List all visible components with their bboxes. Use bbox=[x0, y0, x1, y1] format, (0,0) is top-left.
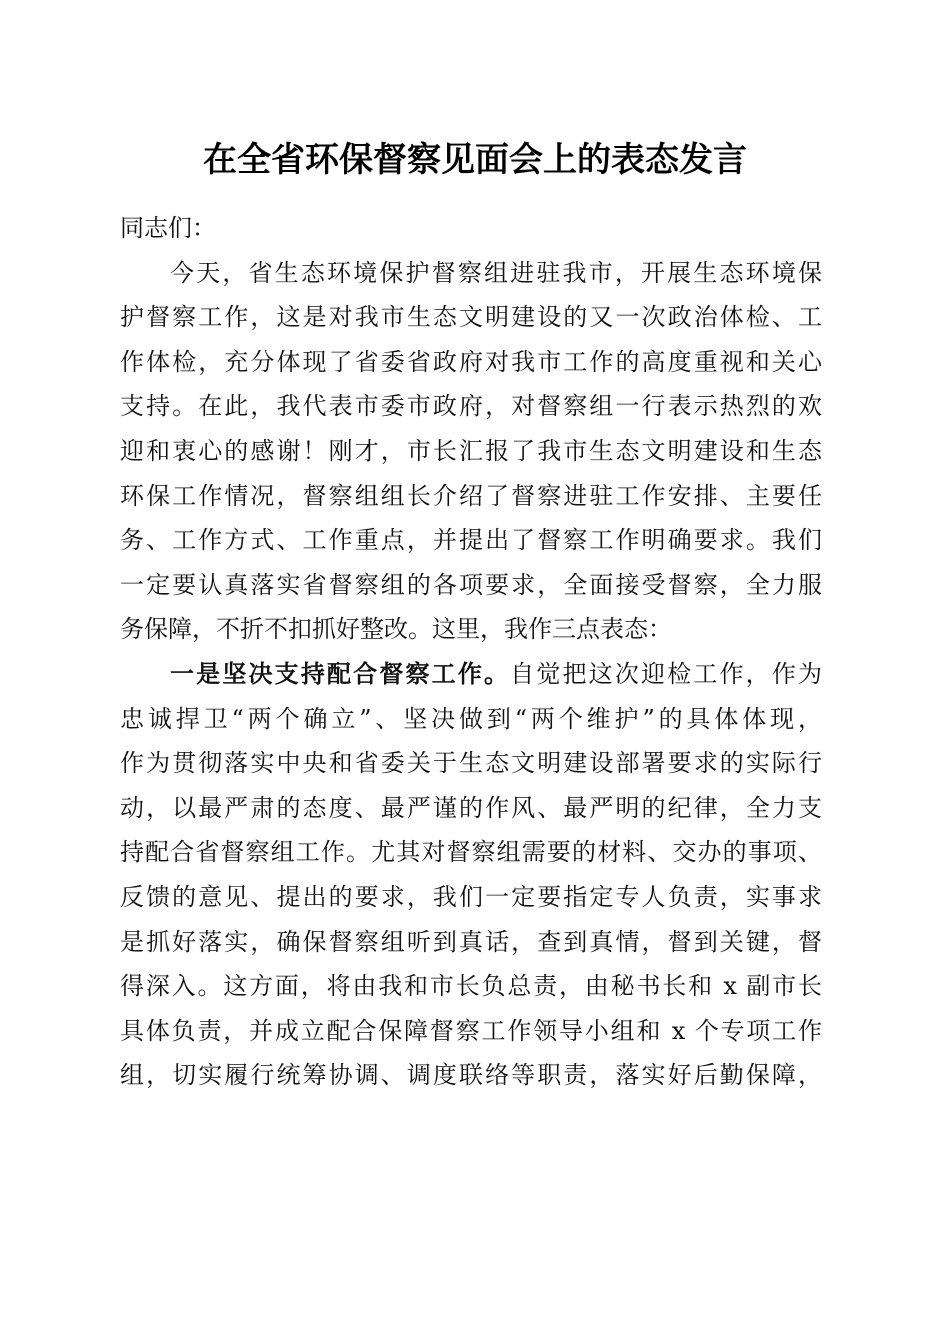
paragraph-line: 反馈的意见、提出的要求，我们一定要指定专人负责，实事求 bbox=[120, 882, 822, 911]
paragraph-line: 环保工作情况，督察组组长介绍了督察进驻工作安排、主要任 bbox=[120, 481, 822, 510]
paragraph-line: 具体负责，并成立配合保障督察工作领导小组和 x 个专项工作 bbox=[120, 1016, 822, 1045]
paragraph-line: 作体检，充分体现了省委省政府对我市工作的高度重视和关心 bbox=[120, 347, 822, 376]
document-title: 在全省环保督察见面会上的表态发言 bbox=[203, 140, 747, 180]
paragraph-line: 护督察工作，这是对我市生态文明建设的又一次政治体检、工 bbox=[120, 303, 822, 332]
paragraph-first-line bbox=[120, 652, 822, 697]
paragraph-line: 务、工作方式、工作重点，并提出了督察工作明确要求。我们 bbox=[120, 526, 822, 555]
paragraph-line: 一定要认真落实省督察组的各项要求，全面接受督察，全力服 bbox=[120, 570, 822, 599]
paragraph-line: 组，切实履行统筹协调、调度联络等职责，落实好后勤保障， bbox=[120, 1061, 822, 1090]
paragraph-line-rest: 自觉把这次迎检工作，作为 bbox=[510, 659, 823, 688]
point-heading: 一是坚决支持配合督察工作。 bbox=[170, 658, 511, 688]
paragraph-intro bbox=[120, 251, 822, 652]
paragraph-point-one bbox=[120, 652, 822, 1098]
paragraph-line: 务保障，不折不扣抓好整改。这里，我作三点表态： bbox=[120, 615, 672, 644]
paragraph-line: 持配合省督察组工作。尤其对督察组需要的材料、交办的事项、 bbox=[120, 838, 822, 867]
document-body bbox=[120, 206, 822, 1098]
paragraph-line: 迎和衷心的感谢！刚才，市长汇报了我市生态文明建设和生态 bbox=[120, 436, 822, 465]
paragraph-line: 动，以最严肃的态度、最严谨的作风、最严明的纪律，全力支 bbox=[120, 793, 822, 822]
salutation: 同志们： bbox=[120, 214, 216, 242]
paragraph-line: 支持。在此，我代表市委市政府，对督察组一行表示热烈的欢 bbox=[120, 392, 822, 421]
paragraph-line: 得深入。这方面，将由我和市长负总责，由秘书长和 x 副市长 bbox=[120, 972, 822, 1001]
paragraph-line: 忠诚捍卫“两个确立”、坚决做到“两个维护”的具体体现， bbox=[120, 704, 822, 733]
paragraph-line: 是抓好落实，确保督察组听到真话，查到真情，督到关键，督 bbox=[120, 927, 822, 956]
paragraph-line: 今天，省生态环境保护督察组进驻我市，开展生态环境保 bbox=[170, 258, 822, 287]
paragraph-line: 作为贯彻落实中央和省委关于生态文明建设部署要求的实际行 bbox=[120, 749, 822, 778]
